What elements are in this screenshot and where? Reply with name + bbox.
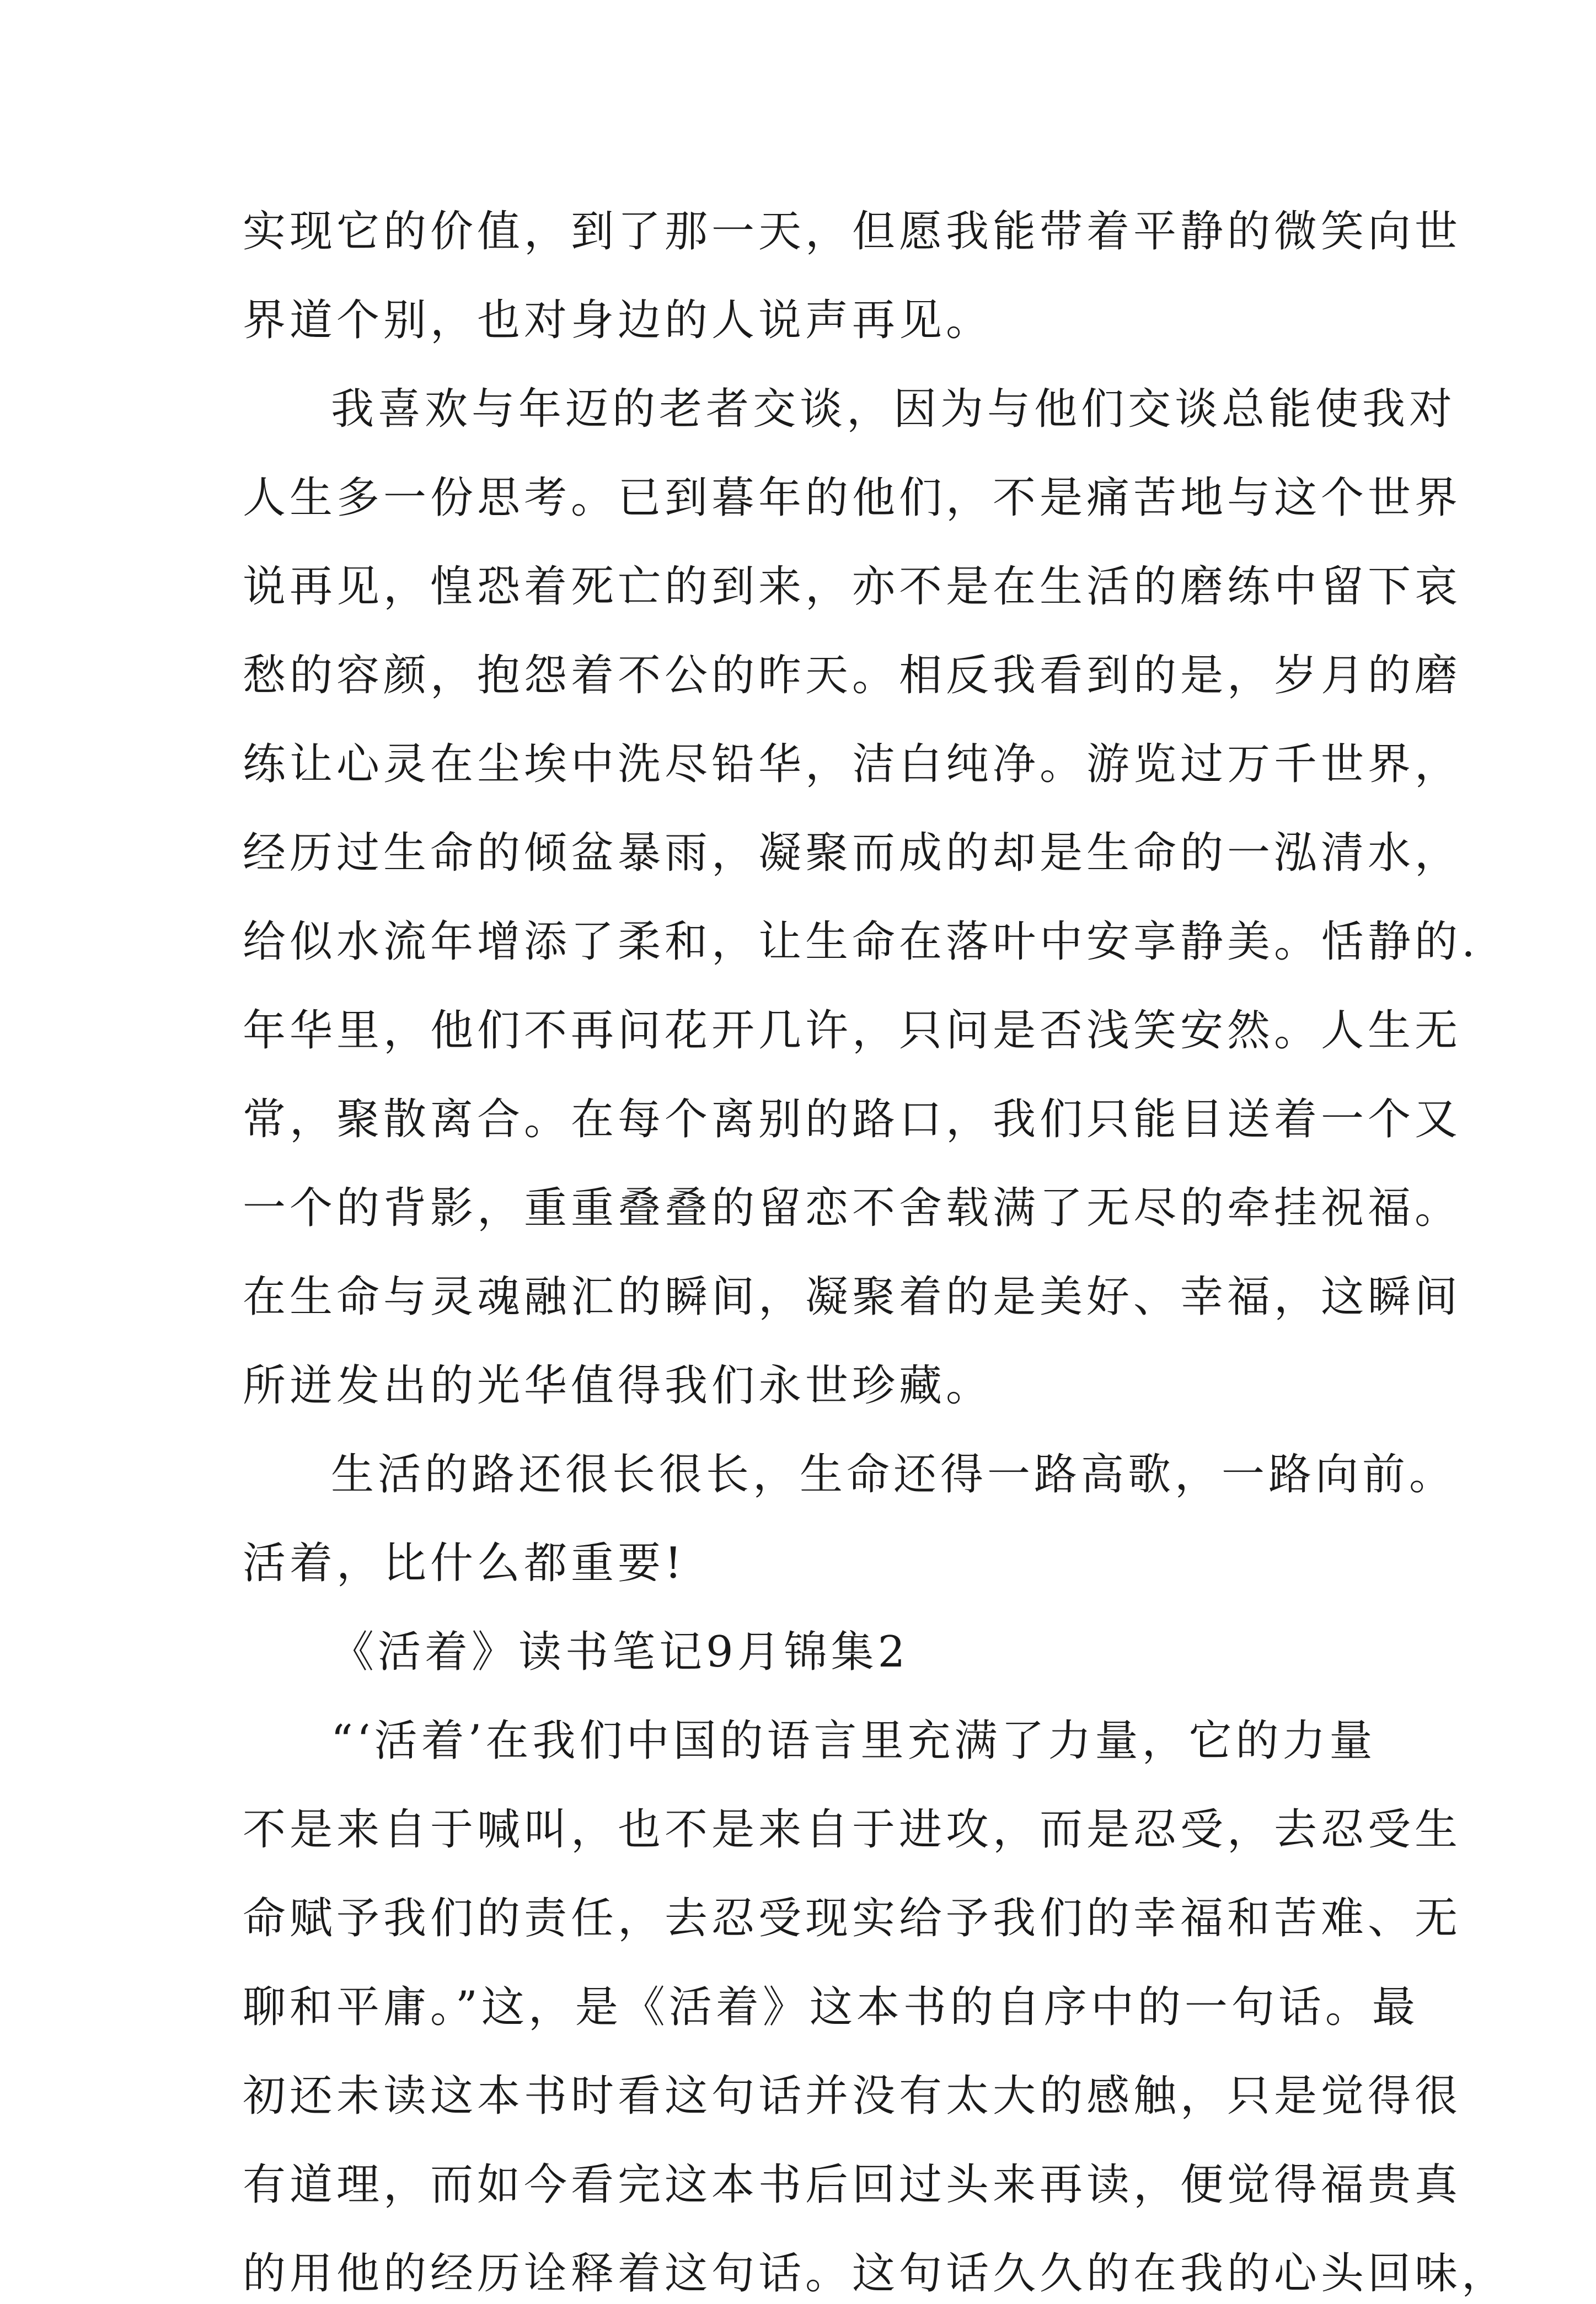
text-line-2: 界道个别，也对身边的人说声再见。 (243, 296, 993, 345)
text-line-20: 命赋予我们的责任，去忍受现实给予我们的幸福和苦难、无 (243, 1894, 1462, 1943)
text-line-23: 有道理，而如今看完这本书后回过头来再读，便觉得福贵真 (243, 2160, 1462, 2210)
text-line-1: 实现它的价值，到了那一天，但愿我能带着平静的微笑向世 (243, 207, 1462, 256)
text-line-5: 说再见，惶恐着死亡的到来，亦不是在生活的磨练中留下哀 (243, 562, 1462, 612)
text-line-21: 聊和平庸。”这，是《活着》这本书的自序中的一句话。最 (243, 1982, 1419, 2032)
text-line-8: 经历过生命的倾盆暴雨，凝聚而成的却是生命的一泓清水， (243, 828, 1462, 878)
text-line-12: 一个的背影，重重叠叠的留恋不舍载满了无尽的牵挂祝福。 (243, 1183, 1462, 1233)
text-line-9: 给似水流年增添了柔和，让生命在落叶中安享静美。恬静的. (243, 917, 1479, 967)
section-heading: 《活着》读书笔记9月锦集2 (331, 1627, 909, 1677)
text-line-6: 愁的容颜，抱怨着不公的昨天。相反我看到的是，岁月的磨 (243, 651, 1462, 700)
text-line-7: 练让心灵在尘埃中洗尽铅华，洁白纯净。游览过万千世界， (243, 740, 1462, 789)
text-line-19: 不是来自于喊叫，也不是来自于进攻，而是忍受，去忍受生 (243, 1805, 1462, 1855)
paragraph-start-line: “‘活着’在我们中国的语言里充满了力量，它的力量 (331, 1716, 1377, 1766)
text-line-4: 人生多一份思考。已到暮年的他们，不是痛苦地与这个世界 (243, 473, 1462, 523)
paragraph-start-line: 生活的路还很长很长，生命还得一路高歌，一路向前。 (331, 1450, 1456, 1499)
text-line-11: 常，聚散离合。在每个离别的路口，我们只能目送着一个又 (243, 1095, 1462, 1144)
text-line-24: 的用他的经历诠释着这句话。这句话久久的在我的心头回味， (243, 2249, 1509, 2298)
text-line-13: 在生命与灵魂融汇的瞬间，凝聚着的是美好、幸福，这瞬间 (243, 1272, 1462, 1322)
text-line-10: 年华里，他们不再问花开几许，只问是否浅笑安然。人生无 (243, 1006, 1462, 1055)
paragraph-start-line: 我喜欢与年迈的老者交谈，因为与他们交谈总能使我对 (331, 384, 1456, 434)
text-line-14: 所迸发出的光华值得我们永世珍藏。 (243, 1361, 993, 1411)
text-line-22: 初还未读这本书时看这句话并没有太大的感触，只是觉得很 (243, 2071, 1462, 2121)
text-line-16: 活着，比什么都重要! (243, 1539, 686, 1588)
